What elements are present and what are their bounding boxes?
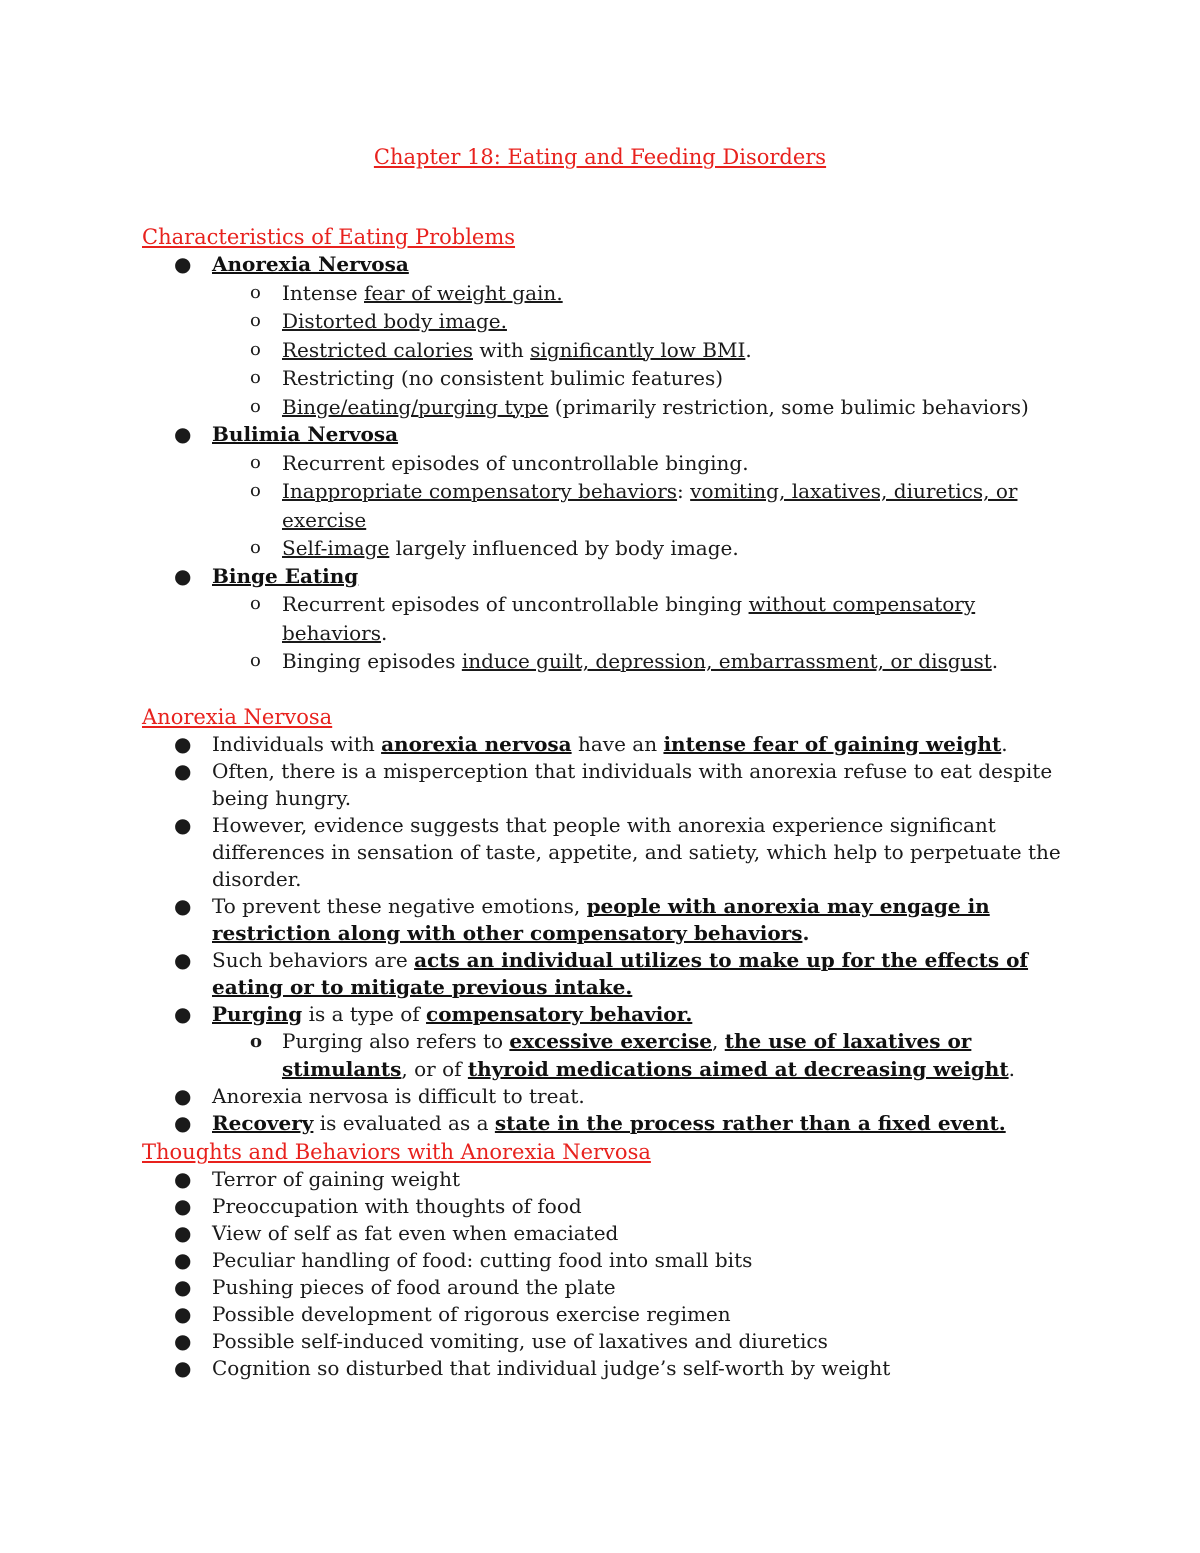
text: To prevent these negative emotions, bbox=[212, 894, 587, 918]
text: Purging also refers to bbox=[282, 1029, 510, 1053]
text: Recovery bbox=[212, 1111, 314, 1135]
text: have an bbox=[571, 732, 664, 756]
text: Possible self-induced vomiting, use of laxatives and diuretics bbox=[212, 1329, 828, 1353]
list-item bbox=[142, 947, 1072, 1001]
text: acts an individual utilizes to make up for the effects of eating or to mitigate previous intake. bbox=[212, 948, 1029, 999]
text: anorexia nervosa bbox=[381, 732, 572, 756]
list-item bbox=[142, 251, 1072, 279]
text: Anorexia nervosa is difficult to treat. bbox=[212, 1084, 585, 1108]
sub-list-item bbox=[142, 449, 1072, 478]
bullet-icon: ● bbox=[174, 1084, 192, 1108]
bullet-icon: ● bbox=[174, 1275, 192, 1299]
circle-bullet-icon: o bbox=[250, 650, 261, 671]
section-heading: Anorexia Nervosa bbox=[142, 705, 333, 729]
text: Restricting (no consistent bulimic features) bbox=[282, 366, 724, 390]
text: Intense bbox=[282, 280, 364, 305]
list-item bbox=[142, 1355, 1072, 1382]
text: with bbox=[473, 337, 531, 362]
text: compensatory behavior. bbox=[426, 1002, 693, 1026]
list-item bbox=[142, 563, 1072, 591]
text: people with anorexia may engage in restriction along with other compensatory behaviors bbox=[212, 894, 990, 945]
text: View of self as fat even when emaciated bbox=[212, 1221, 619, 1245]
text: state in the process rather than a fixed event. bbox=[494, 1111, 1006, 1135]
list-item bbox=[142, 1274, 1072, 1301]
circle-bullet-icon: o bbox=[250, 480, 261, 501]
section-thoughts-behaviors bbox=[142, 1138, 1072, 1382]
circle-bullet-icon: o bbox=[250, 281, 261, 303]
text: . bbox=[1001, 732, 1008, 756]
list-item bbox=[142, 758, 1072, 812]
list-item bbox=[142, 893, 1072, 947]
circle-bullet-icon: o bbox=[250, 593, 261, 614]
list-item bbox=[142, 1166, 1072, 1193]
text: Recurrent episodes of uncontrollable binging bbox=[282, 592, 749, 616]
bullet-icon: ● bbox=[174, 1002, 192, 1026]
bullet-icon: ● bbox=[174, 1248, 192, 1272]
list-item bbox=[142, 1328, 1072, 1355]
text: Inappropriate compensatory behaviors bbox=[282, 479, 678, 503]
text: induce guilt, depression, embarrassment, or disgust bbox=[461, 649, 992, 673]
thoughts-list bbox=[142, 1166, 1072, 1382]
bullet-icon: ● bbox=[174, 759, 192, 783]
text: Individuals with bbox=[212, 732, 382, 756]
sub-list-item bbox=[142, 534, 1072, 563]
sub-list-item bbox=[142, 590, 1072, 647]
text: intense fear of gaining weight bbox=[663, 732, 1002, 756]
bullet-icon: ● bbox=[174, 948, 192, 972]
bullet-icon: ● bbox=[174, 1356, 192, 1380]
sub-list-item bbox=[142, 477, 1072, 534]
sub-list-item bbox=[142, 364, 1072, 393]
list-item bbox=[142, 812, 1072, 893]
sub-list-item bbox=[142, 307, 1072, 336]
bullet-icon: ● bbox=[174, 732, 192, 756]
sub-list-item bbox=[142, 336, 1072, 365]
text: , bbox=[712, 1029, 725, 1053]
text: However, evidence suggests that people with anorexia experience significant differences in sensation of taste, appetite, and satiety, which help to perpetuate the disorder. bbox=[212, 813, 1061, 891]
bullet-icon: ● bbox=[174, 813, 192, 837]
text: Recurrent episodes of uncontrollable binging. bbox=[282, 450, 749, 475]
text: largely influenced by body image. bbox=[389, 536, 739, 560]
sub-list-item bbox=[142, 1028, 1072, 1083]
sub-list-item bbox=[142, 647, 1072, 676]
term-label: Binge Eating bbox=[212, 563, 359, 588]
section-heading: Thoughts and Behaviors with Anorexia Nervosa bbox=[142, 1140, 651, 1164]
bullet-icon: ● bbox=[174, 1194, 192, 1218]
text: . bbox=[802, 921, 810, 945]
list-item bbox=[142, 1301, 1072, 1328]
list-item bbox=[142, 1001, 1072, 1028]
circle-bullet-icon: o bbox=[250, 451, 261, 473]
bullet-icon: ● bbox=[174, 1111, 192, 1135]
text: Distorted body image. bbox=[282, 309, 507, 333]
list-item bbox=[142, 421, 1072, 449]
bullet-icon: ● bbox=[174, 1167, 192, 1191]
circle-bullet-icon: o bbox=[250, 1031, 263, 1052]
text: Terror of gaining weight bbox=[212, 1167, 461, 1191]
text: excessive exercise bbox=[509, 1029, 713, 1053]
list-item bbox=[142, 731, 1072, 758]
bullet-icon: ● bbox=[174, 563, 192, 588]
sub-list-item bbox=[142, 279, 1072, 308]
text: Purging bbox=[212, 1002, 303, 1026]
list-item bbox=[142, 1220, 1072, 1247]
text: Such behaviors are bbox=[212, 948, 415, 972]
bullet-icon: ● bbox=[174, 422, 192, 446]
sub-list-item bbox=[142, 393, 1072, 422]
bullet-icon: ● bbox=[174, 1221, 192, 1245]
circle-bullet-icon: o bbox=[250, 367, 261, 388]
text: without compensatory behaviors bbox=[282, 592, 976, 645]
circle-bullet-icon: o bbox=[250, 537, 261, 558]
text: significantly low BMI bbox=[530, 337, 746, 362]
text: is evaluated as a bbox=[313, 1111, 495, 1135]
page-title: Chapter 18: Eating and Feeding Disorders bbox=[373, 145, 827, 169]
bullet-icon: ● bbox=[174, 1302, 192, 1326]
text: . bbox=[991, 649, 999, 673]
text: thyroid medications aimed at decreasing weight bbox=[467, 1056, 1009, 1081]
bullet-icon: ● bbox=[174, 1329, 192, 1353]
text: the use of laxatives or stimulants bbox=[282, 1029, 972, 1081]
text: Restricted calories bbox=[282, 337, 474, 362]
text: . bbox=[1008, 1056, 1015, 1081]
text: Preoccupation with thoughts of food bbox=[212, 1194, 582, 1218]
text: : bbox=[677, 479, 691, 503]
text: vomiting, laxatives, diuretics, or exercise bbox=[282, 479, 1018, 532]
list-item bbox=[142, 1247, 1072, 1274]
text: Cognition so disturbed that individual judge’s self-worth by weight bbox=[212, 1356, 891, 1380]
text: Possible development of rigorous exercise regimen bbox=[212, 1302, 731, 1326]
section-heading: Characteristics of Eating Problems bbox=[142, 225, 516, 249]
text: Pushing pieces of food around the plate bbox=[212, 1275, 616, 1299]
bullet-icon: ● bbox=[174, 252, 192, 276]
list-item bbox=[142, 1083, 1072, 1110]
text: Often, there is a misperception that individuals with anorexia refuse to eat despite being hungry. bbox=[212, 759, 1053, 810]
circle-bullet-icon: o bbox=[250, 310, 261, 331]
term-label: Bulimia Nervosa bbox=[212, 422, 399, 446]
text: (primarily restriction, some bulimic behaviors) bbox=[548, 394, 1029, 419]
text: . bbox=[745, 337, 752, 362]
text: is a type of bbox=[302, 1002, 427, 1026]
list-item bbox=[142, 1193, 1072, 1220]
text: . bbox=[381, 620, 388, 645]
text: Binging episodes bbox=[282, 649, 462, 673]
text: Binge/eating/purging type bbox=[282, 394, 549, 419]
list-item bbox=[142, 1110, 1072, 1137]
bullet-icon: ● bbox=[174, 894, 192, 918]
term-label: Anorexia Nervosa bbox=[212, 252, 409, 276]
text: fear of weight gain. bbox=[364, 280, 563, 305]
section-anorexia-nervosa bbox=[142, 703, 1072, 1137]
circle-bullet-icon: o bbox=[250, 338, 261, 360]
text: Self-image bbox=[282, 536, 390, 560]
text: Peculiar handling of food: cutting food into small bits bbox=[212, 1248, 753, 1272]
circle-bullet-icon: o bbox=[250, 395, 261, 417]
section-characteristics bbox=[142, 223, 1072, 676]
text: , or of bbox=[401, 1056, 468, 1081]
